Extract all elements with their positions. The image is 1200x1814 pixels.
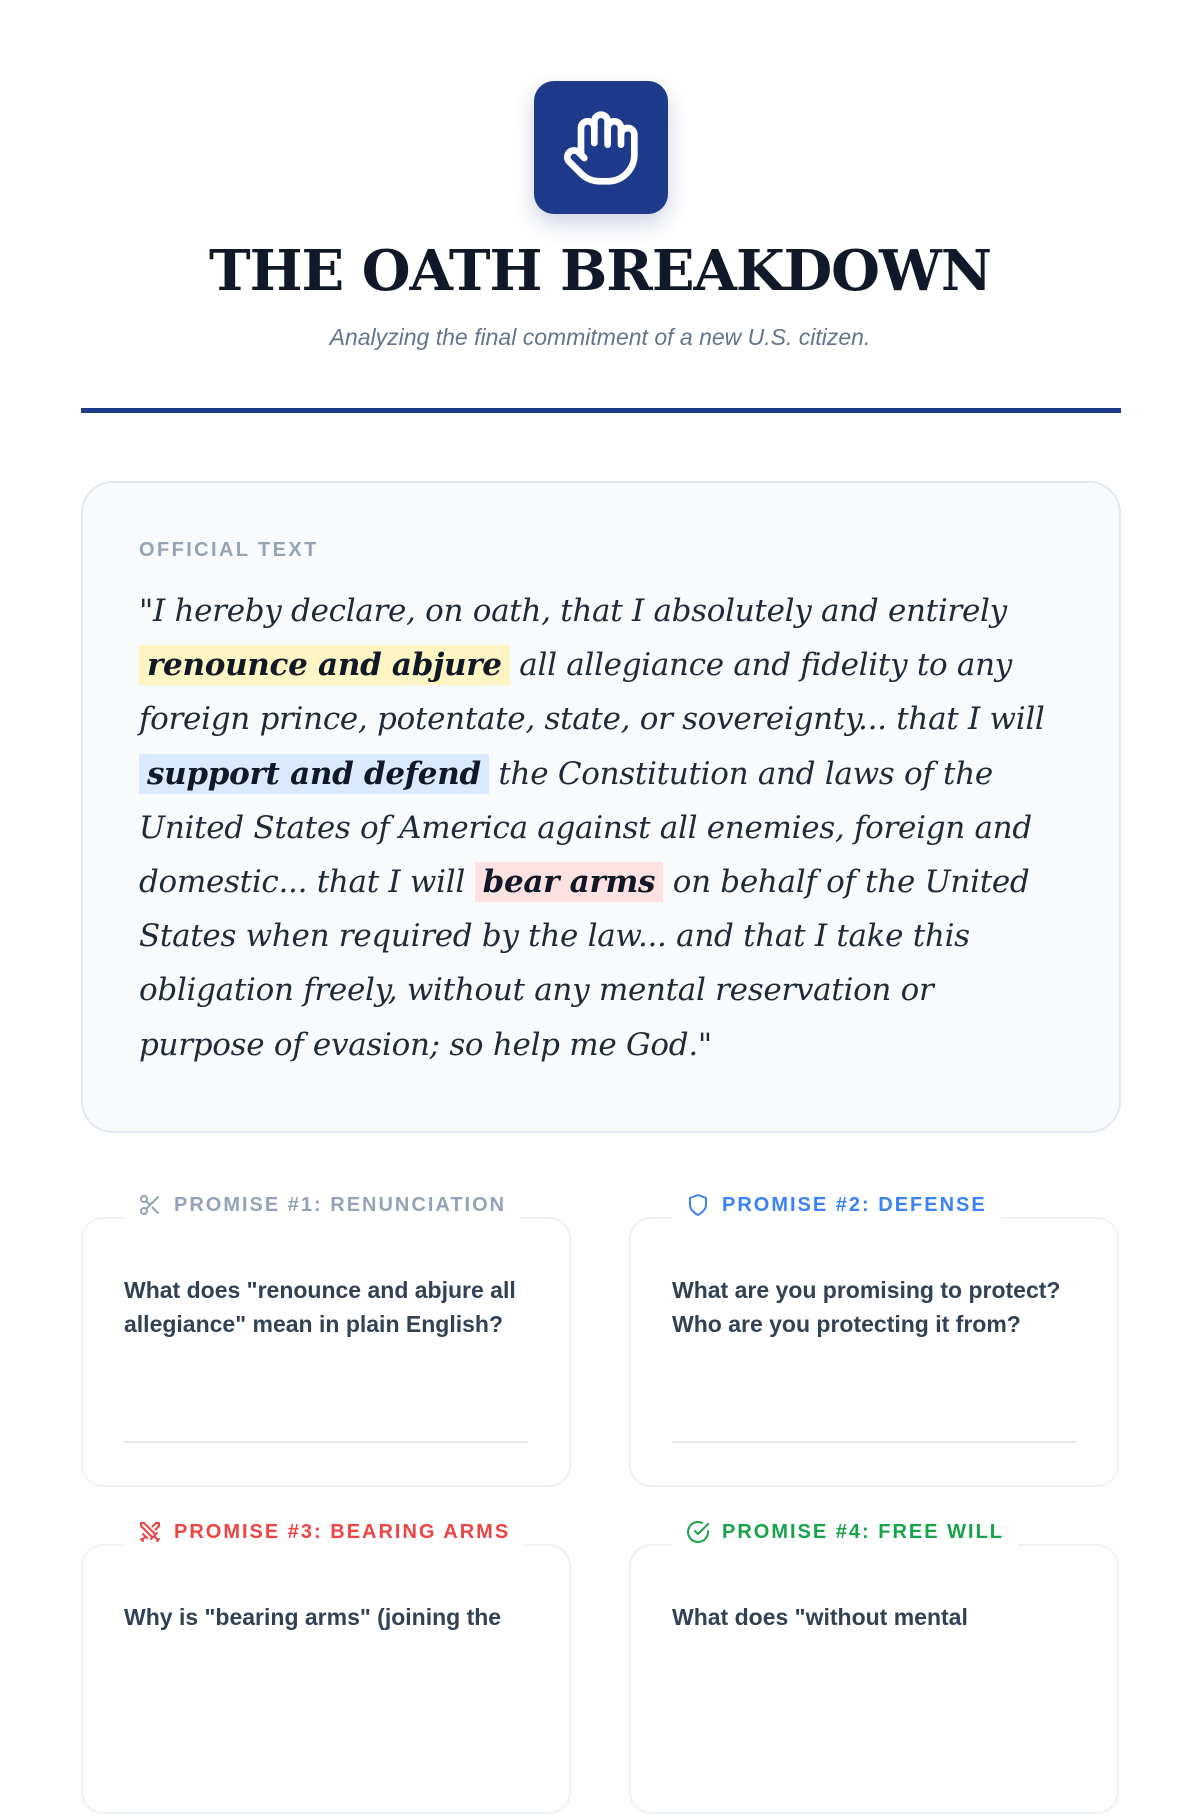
oath-text (139, 584, 1063, 1072)
promise-question: What are you promising to protect? Who are you protecting it from? (672, 1277, 1061, 1337)
promise-header-bearing-arms (124, 1515, 524, 1549)
promise-card-bearing-arms (81, 1544, 571, 1814)
oath-segment: the Constitution and laws of the United States of America against all enemies, foreign and domestic... that I will (139, 755, 1032, 901)
highlight-renounce: renounce and abjure (139, 645, 510, 685)
check-circle-icon (686, 1520, 710, 1544)
promise-label: PROMISE #3: BEARING ARMS (174, 1520, 511, 1543)
promise-question: Why is "bearing arms" (joining the (124, 1604, 502, 1630)
answer-line[interactable] (672, 1441, 1076, 1443)
crossed-swords-icon (138, 1520, 162, 1544)
highlight-bear-arms: bear arms (475, 862, 664, 902)
header-divider (81, 408, 1121, 413)
promise-header-free-will (672, 1515, 1018, 1549)
oath-segment: all allegiance and fidelity to any foreign prince, potentate, state, or sovereignty... that I will (139, 647, 1045, 738)
scissors-icon (138, 1193, 162, 1217)
raised-hand-icon (561, 108, 641, 188)
promise-card-free-will (629, 1544, 1119, 1814)
oath-segment: on behalf of the United States when required by the law... and that I take this obligation freely, without any mental reservation or purpose of evasion; so help me God." (139, 864, 1030, 1063)
promise-label: PROMISE #2: DEFENSE (722, 1193, 987, 1216)
answer-line[interactable] (124, 1441, 528, 1443)
promise-header-renunciation (124, 1188, 520, 1222)
official-text-label: OFFICIAL TEXT (139, 539, 319, 561)
page-title: THE OATH BREAKDOWN (208, 238, 992, 304)
promise-question: What does "without mental (672, 1604, 968, 1630)
promise-card-renunciation (81, 1217, 571, 1487)
promise-label: PROMISE #4: FREE WILL (722, 1520, 1005, 1543)
header-logo (534, 81, 668, 214)
promise-question: What does "renounce and abjure all allegiance" mean in plain English? (124, 1277, 516, 1337)
oath-segment: "I hereby declare, on oath, that I absolutely and entirely (139, 593, 1007, 629)
promise-label: PROMISE #1: RENUNCIATION (174, 1193, 507, 1216)
promise-card-defense (629, 1217, 1119, 1487)
shield-icon (686, 1193, 710, 1217)
highlight-defend: support and defend (139, 754, 489, 794)
promise-header-defense (672, 1188, 1001, 1222)
official-text-panel (81, 481, 1121, 1133)
page-subtitle: Analyzing the final commitment of a new U.S. citizen. (329, 324, 871, 350)
